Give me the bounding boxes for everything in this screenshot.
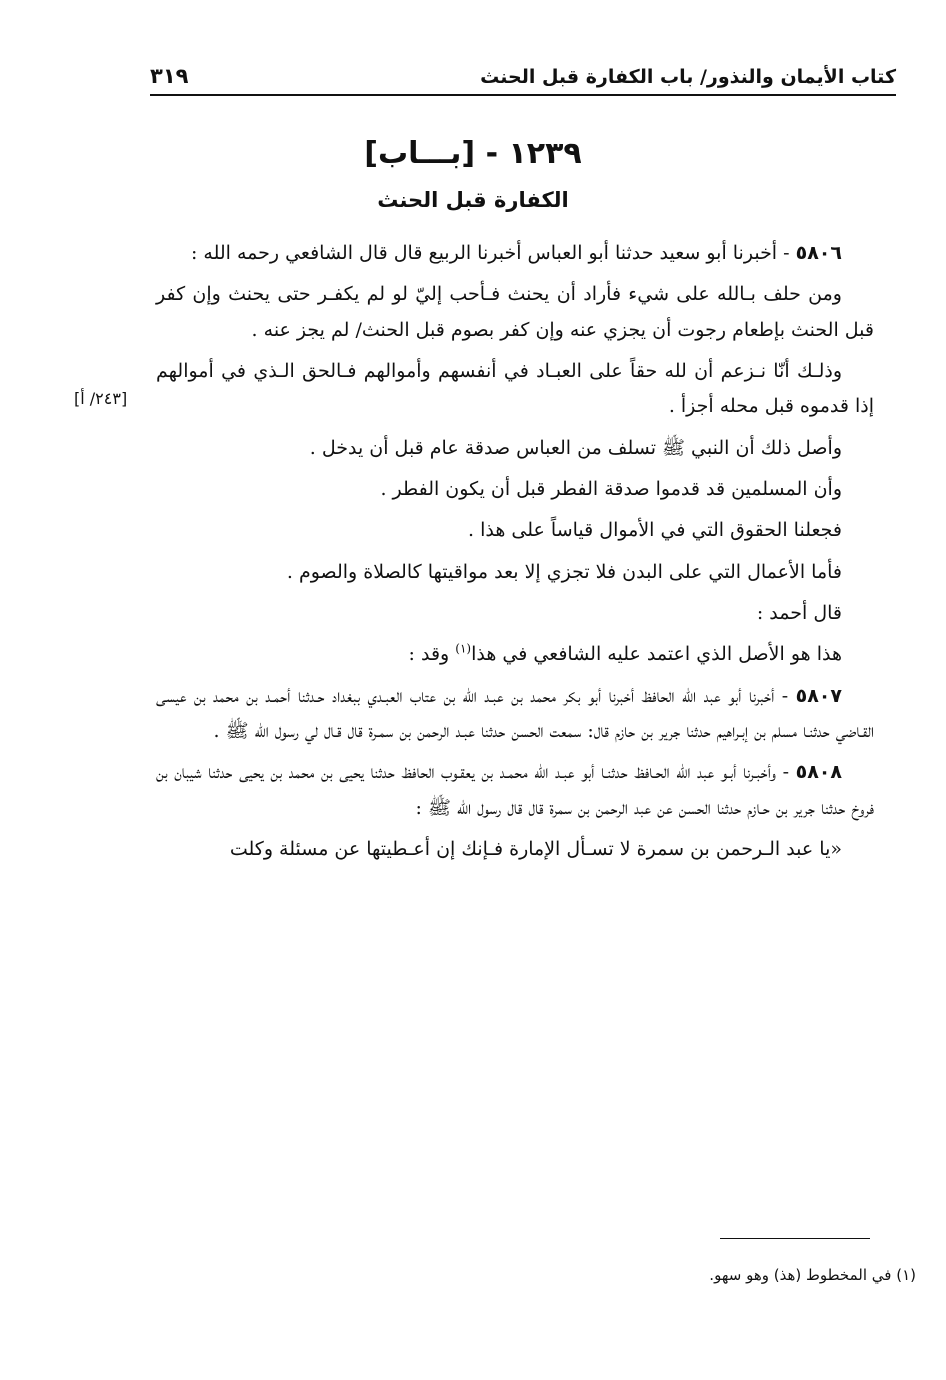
chapter-subtitle: الكفارة قبل الحنث	[377, 188, 569, 212]
paragraph-hadith-5807	[156, 679, 874, 750]
running-header	[150, 48, 896, 96]
hadith-number: ٥٨٠٨	[795, 761, 842, 784]
paragraph: قال أحمد :	[756, 601, 842, 624]
hadith-number: ٥٨٠٦	[795, 242, 842, 264]
paragraph: وذلـك أنّا نـزعم أن لله حقاً على العبـاد في أنفسهم وأموالهم فـالحق الـذي في أموالهم إذا قدموه قبل محله أجزأ .	[156, 359, 874, 418]
hadith-number: ٥٨٠٧	[795, 684, 842, 707]
paragraph-text: - أخبرنا أبو عبد الله الحافظ أخبرنا أبو بكر محمد بن عبـد الله بن عتاب العبـدي ببغداد حـدثنا أحمـد بن محمد بن عيسى القـاضي حدثنـا مسلم بن إبـراهيم حدثنا جرير بن حازم قال: سمعت الحسن حدثنا عبـد الرحمن بن سمـرة قال قـال لي رسول الله ﷺ .	[156, 684, 874, 742]
paragraph: وأن المسلمين قد قدموا صدقة الفطر قبل أن يكون الفطر .	[380, 477, 842, 500]
paragraph: ومن حلف بـالله على شيء فأراد أن يحنث فـأحب إليّ لو لم يكفـر حتى يحنث وإن كفر قبل الحنث بإطعام رجوت أن يجزي عنه وإن كفر بصوم قبل الحنث/ لم يجز عنه .	[156, 283, 874, 341]
paragraph-hadith-5808	[156, 755, 874, 826]
paragraph-hadith-5806	[156, 236, 874, 271]
paragraph: وأصل ذلك أن النبي ﷺ تسلف من العباس صدقة عام قبل أن يدخل .	[309, 436, 842, 459]
page-number: ٣١٩	[150, 64, 189, 88]
paragraph-with-footnote	[156, 637, 874, 672]
footnote: (١) في المخطوط (هذ) وهو سهو.	[709, 1266, 916, 1284]
paragraph-text: - أخبرنا أبو سعيد حدثنا أبو العباس أخبرنا الربيع قال قال الشافعي رحمه الله :	[190, 242, 790, 264]
footnote-divider	[720, 1238, 870, 1239]
body-text	[74, 236, 874, 873]
footnote-marker[interactable]: (١)	[455, 641, 472, 656]
margin-folio-reference: [٢٤٣/ أ]	[74, 389, 128, 408]
paragraph: فجعلنا الحقوق التي في الأموال قياساً على هذا .	[468, 519, 842, 542]
paragraph-text: وقد :	[408, 643, 456, 666]
chapter-heading: ١٢٣٩ - [بـــاب]	[364, 136, 582, 171]
paragraph: فأما الأعمال التي على البدن فلا تجزي إلا بعد مواقيتها كالصلاة والصوم .	[286, 560, 842, 583]
paragraph-text: هذا هو الأصل الذي اعتمد عليه الشافعي في هذا	[471, 643, 842, 666]
paragraph-text: - وأخبـرنا أبـو عبد الله الحـافظ حدثنـا أبو عبـد الله محمـد بن يعقـوب الحافظ حدثنا يحيى بن محمد بن يحيى حدثنا شيبان بن فروخ حدثنا جرير بن حـازم حدثنا الحسن عن عبد الرحمن بن سمرة قال قال رسول الله ﷺ :	[156, 761, 874, 819]
header-title: كتاب الأيمان والنذور/ باب الكفارة قبل الحنث	[480, 66, 896, 88]
paragraph: «يا عبد الـرحمن بن سمرة لا تسـأل الإمارة فـإنك إن أعـطيتها عن مسئلة وكلت	[229, 837, 842, 860]
